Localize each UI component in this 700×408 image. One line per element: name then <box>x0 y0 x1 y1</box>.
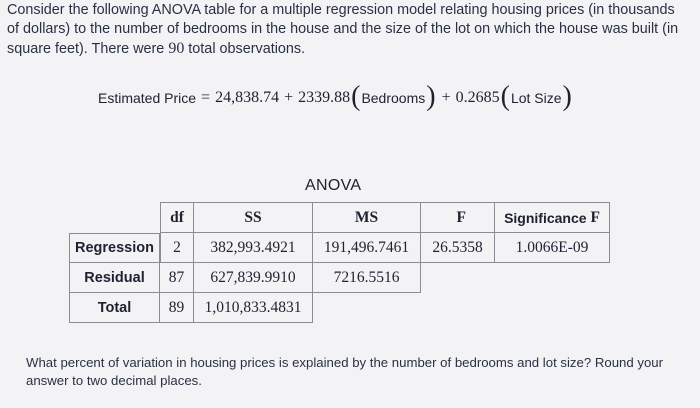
total-ss: 1,010,833.4831 <box>194 293 313 323</box>
regression-significance: 1.0066E-09 <box>495 233 610 263</box>
equation-coef-lot-size: 0.2685 <box>455 89 500 106</box>
header-f: F <box>421 202 495 233</box>
equation-intercept: 24,838.74 <box>215 89 280 106</box>
row-label-total: Total <box>69 293 160 323</box>
regression-equation <box>98 80 573 116</box>
right-paren-2: ) <box>562 81 572 112</box>
equation-equals: = <box>201 89 211 106</box>
left-paren-1: ( <box>351 81 361 112</box>
header-significance-label: Significance <box>504 209 587 226</box>
total-df: 89 <box>160 293 194 323</box>
observation-count: 90 <box>168 40 185 57</box>
residual-ss: 627,839.9910 <box>194 263 313 293</box>
equation-plus-1: + <box>284 89 294 106</box>
anova-title: ANOVA <box>305 177 362 194</box>
equation-plus-2: + <box>441 89 451 106</box>
header-ss: SS <box>194 202 313 233</box>
header-ms: MS <box>313 202 421 233</box>
question-text: What percent of variation in housing prices is explained by the number of bedrooms and lot size? Round your answer to two decimal places. <box>26 355 664 388</box>
equation-lhs: Estimated Price <box>98 90 197 106</box>
equation-coef-bedrooms: 2339.88 <box>298 89 351 106</box>
header-df: df <box>160 202 194 233</box>
right-paren-1: ) <box>426 81 436 112</box>
header-significance-f <box>495 202 610 233</box>
regression-df: 2 <box>160 233 194 263</box>
problem-intro <box>7 1 687 59</box>
equation-var-lot-size: Lot Size <box>510 90 562 106</box>
intro-text-end: total observations. <box>184 41 306 57</box>
left-paren-2: ( <box>500 81 510 112</box>
header-significance-f-letter: F <box>590 208 600 226</box>
regression-f: 26.5358 <box>421 233 495 263</box>
residual-df: 87 <box>160 263 194 293</box>
residual-ms: 7216.5516 <box>313 263 421 293</box>
regression-ms: 191,496.7461 <box>313 233 421 263</box>
regression-ss: 382,993.4921 <box>194 233 313 263</box>
row-label-regression: Regression <box>69 233 160 263</box>
row-label-residual: Residual <box>69 263 160 293</box>
intro-text-start: Consider the following ANOVA table for a multiple regression model relating housing prices (in thousands of dollars) to the number of bedrooms in the house and the size of the lot on which the house was built (in square feet). There were <box>7 2 679 57</box>
equation-var-bedrooms: Bedrooms <box>361 90 426 106</box>
